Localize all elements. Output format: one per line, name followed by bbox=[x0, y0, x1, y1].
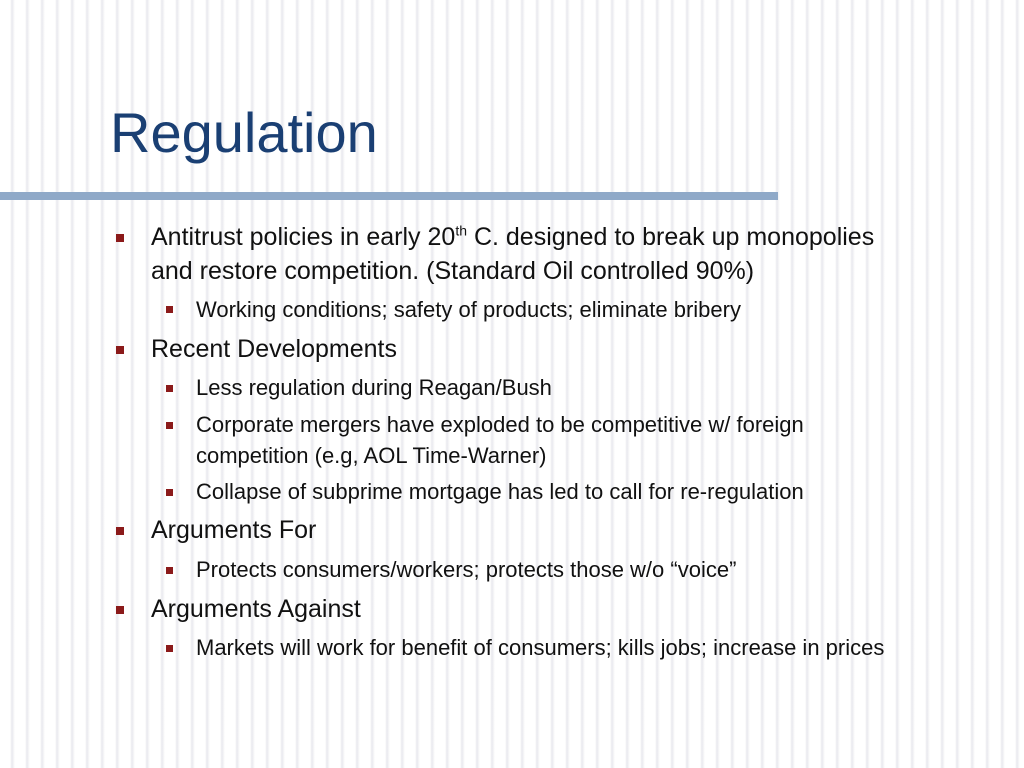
bullet-text-recent-developments: Recent Developments bbox=[151, 335, 397, 363]
bullet-text-antitrust-line2: and restore competition. (Standard Oil controlled 90%) bbox=[151, 257, 755, 285]
sub-bullet-square-icon bbox=[166, 385, 173, 392]
sub-bullet-text: Collapse of subprime mortgage has led to call for re-regulation bbox=[196, 479, 804, 504]
sub-bullet-square-icon bbox=[166, 422, 173, 429]
sub-bullet-square-icon bbox=[166, 645, 173, 652]
bullet-text-arguments-against: Arguments Against bbox=[151, 595, 361, 623]
sub-bullet-text: Less regulation during Reagan/Bush bbox=[196, 375, 552, 400]
sub-bullet-square-icon bbox=[166, 306, 173, 313]
bullet-square-icon bbox=[116, 234, 124, 242]
bullet-text-antitrust: Antitrust policies in early 20th C. designed to break up monopolies bbox=[151, 222, 875, 251]
bullet-square-icon bbox=[116, 527, 124, 535]
sub-bullet-text: Protects consumers/workers; protects those w/o “voice” bbox=[196, 557, 737, 582]
bullet-text-arguments-for: Arguments For bbox=[151, 516, 317, 544]
bullet-square-icon bbox=[116, 346, 124, 354]
sub-bullet-text-continued: competition (e.g, AOL Time-Warner) bbox=[196, 443, 547, 468]
bullet-square-icon bbox=[116, 606, 124, 614]
sub-bullet-text: Markets will work for benefit of consumers; kills jobs; increase in prices bbox=[196, 635, 885, 660]
slide-title: Regulation bbox=[110, 101, 378, 164]
sub-bullet-text: Working conditions; safety of products; eliminate bribery bbox=[196, 297, 741, 322]
sub-bullet-text: Corporate mergers have exploded to be competitive w/ foreign bbox=[196, 412, 804, 437]
sub-bullet-square-icon bbox=[166, 567, 173, 574]
sub-bullet-square-icon bbox=[166, 489, 173, 496]
